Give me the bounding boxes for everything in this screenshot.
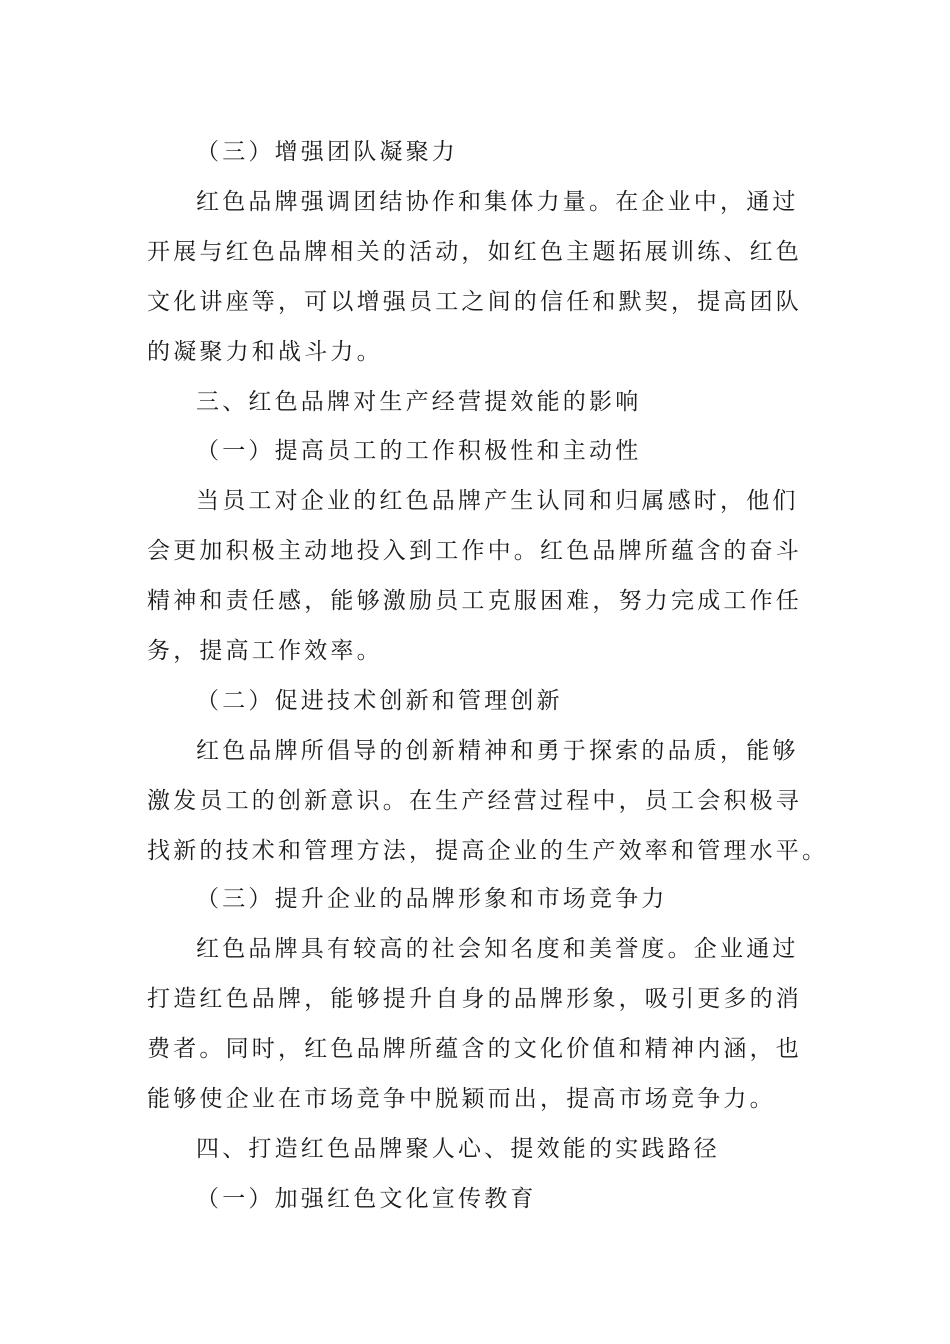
subheading-motivation: （一）提高员工的工作积极性和主动性: [196, 438, 642, 464]
paragraph-line: 找新的技术和管理方法，提高企业的生产效率和管理水平。: [147, 838, 829, 864]
paragraph-line: 费者。同时，红色品牌所蕴含的文化价值和精神内涵，也: [147, 1036, 802, 1062]
paragraph-line: 文化讲座等，可以增强员工之间的信任和默契，提高团队: [147, 289, 802, 315]
subheading-innovation: （二）促进技术创新和管理创新: [196, 688, 563, 714]
paragraph-line: 红色品牌强调团结协作和集体力量。在企业中，通过: [196, 189, 799, 215]
paragraph-line: 精神和责任感，能够激励员工克服困难，努力完成工作任: [147, 588, 802, 614]
subheading-enhance-team-cohesion: （三）增强团队凝聚力: [196, 139, 458, 165]
paragraph-line: 开展与红色品牌相关的活动，如红色主题拓展训练、红色: [147, 239, 802, 265]
section-heading-3: 三、红色品牌对生产经营提效能的影响: [196, 389, 642, 415]
paragraph-line: 红色品牌具有较高的社会知名度和美誉度。企业通过: [196, 936, 799, 962]
paragraph-line: 激发员工的创新意识。在生产经营过程中，员工会积极寻: [147, 788, 802, 814]
paragraph-line: 当员工对企业的红色品牌产生认同和归属感时，他们: [196, 488, 799, 514]
subheading-culture-education: （一）加强红色文化宣传教育: [196, 1186, 537, 1212]
section-heading-4: 四、打造红色品牌聚人心、提效能的实践路径: [196, 1136, 720, 1162]
paragraph-line: 红色品牌所倡导的创新精神和勇于探索的品质，能够: [196, 738, 799, 764]
subheading-brand-image: （三）提升企业的品牌形象和市场竞争力: [196, 886, 668, 912]
paragraph-line: 会更加积极主动地投入到工作中。红色品牌所蕴含的奋斗: [147, 538, 802, 564]
paragraph-line: 打造红色品牌，能够提升自身的品牌形象，吸引更多的消: [147, 986, 802, 1012]
paragraph-line: 的凝聚力和战斗力。: [147, 339, 383, 365]
paragraph-line: 能够使企业在市场竞争中脱颖而出，提高市场竞争力。: [147, 1086, 776, 1112]
paragraph-line: 务，提高工作效率。: [147, 638, 383, 664]
